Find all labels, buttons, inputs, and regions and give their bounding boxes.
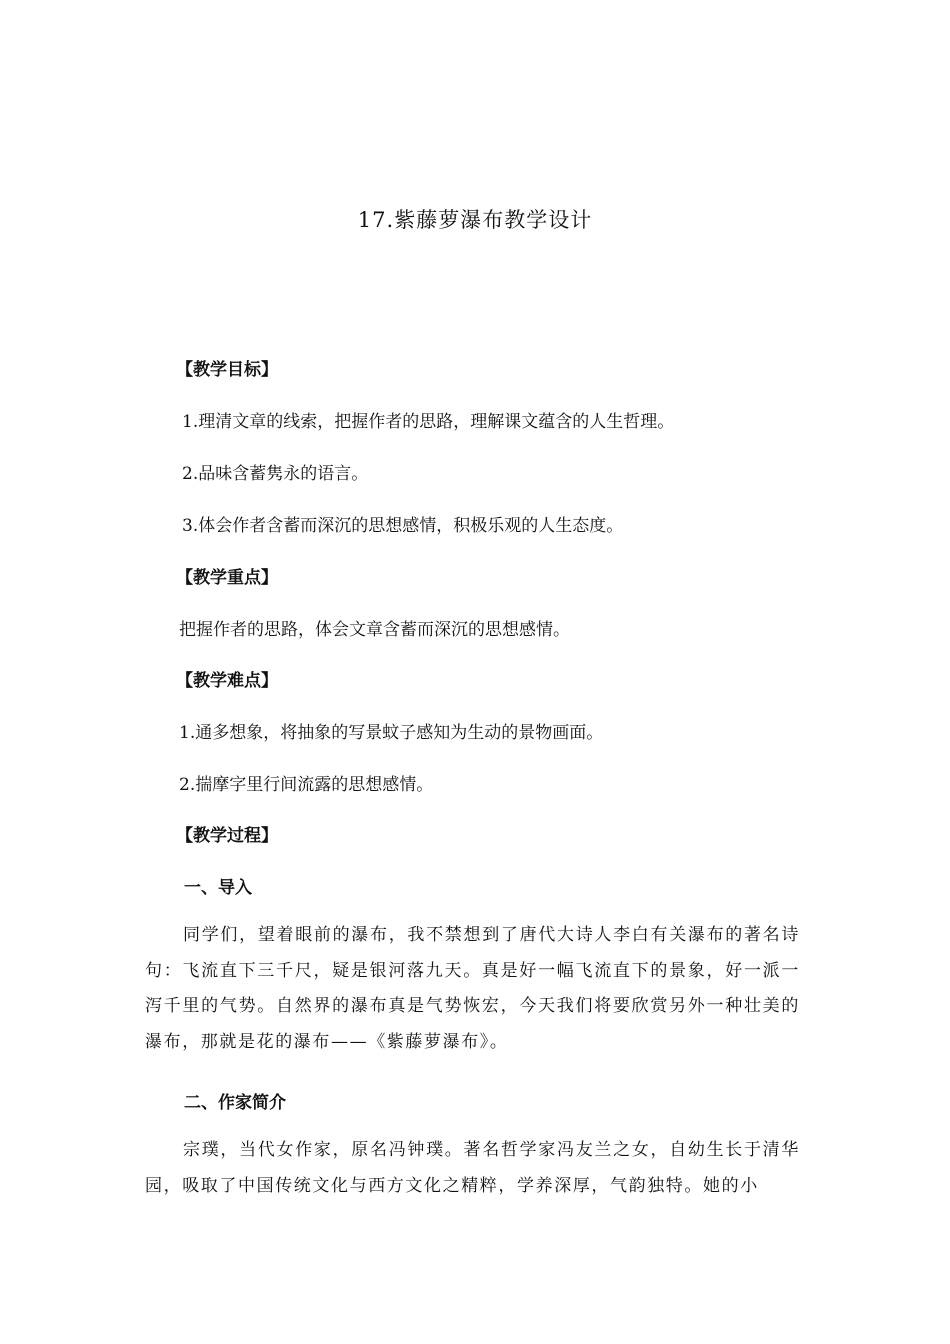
difficulty-item-1: 1.通多想象，将抽象的写景蚊子感知为生动的景物画面。	[179, 723, 604, 743]
section-author-text: 宗璞，当代女作家，原名冯钟璞。著名哲学家冯友兰之女，自幼生长于清华园，吸取了中国传统文化与西方文化之精粹，学养深厚，气韵独特。她的小	[145, 1140, 800, 1196]
section-author-heading: 二、作家简介	[184, 1093, 286, 1113]
document-title: 17.紫藤萝瀑布教学设计	[357, 208, 593, 232]
key-points-heading: 【教学重点】	[176, 568, 278, 588]
difficulties-heading: 【教学难点】	[176, 671, 278, 691]
objectives-heading: 【教学目标】	[176, 360, 278, 380]
objective-item-3: 3.体会作者含蓄而深沉的思想感情，积极乐观的人生态度。	[182, 516, 624, 536]
objective-item-2: 2.品味含蓄隽永的语言。	[182, 464, 369, 484]
key-points-text: 把握作者的思路，体会文章含蓄而深沉的思想感情。	[179, 620, 570, 640]
section-intro-text: 同学们，望着眼前的瀑布，我不禁想到了唐代大诗人李白有关瀑布的著名诗句：飞流直下三千尺，疑是银河落九天。真是好一幅飞流直下的景象，好一派一泻千里的气势。自然界的瀑布真是气势恢宏，今天我们将要欣赏另外一种壮美的瀑布，那就是花的瀑布——《紫藤萝瀑布》。	[145, 925, 800, 1052]
process-heading: 【教学过程】	[176, 826, 278, 846]
objective-item-1: 1.理清文章的线索，把握作者的思路，理解课文蕴含的人生哲理。	[182, 412, 675, 432]
section-intro-heading: 一、导入	[184, 878, 252, 898]
difficulty-item-2: 2.揣摩字里行间流露的思想感情。	[179, 775, 434, 795]
